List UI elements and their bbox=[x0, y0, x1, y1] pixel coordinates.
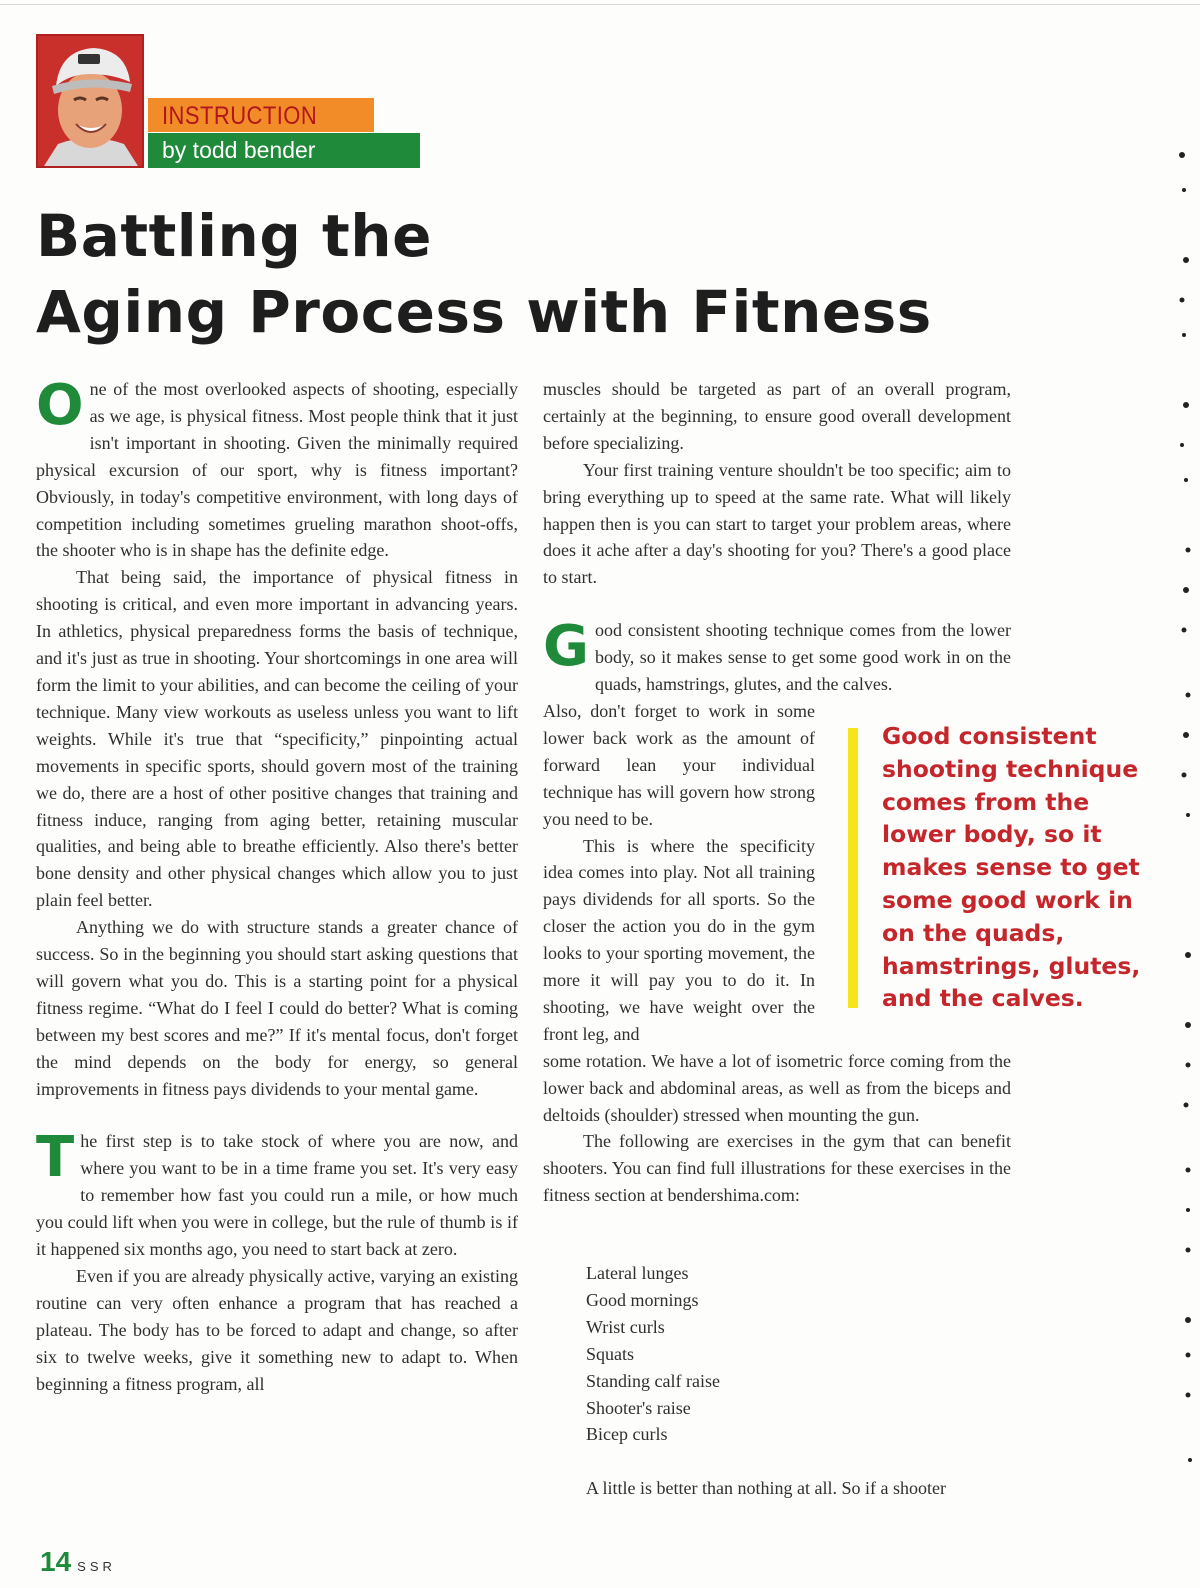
page-number: 14 bbox=[40, 1546, 72, 1577]
binding-edge bbox=[1160, 0, 1200, 1588]
page-top-rule bbox=[0, 4, 1200, 5]
list-item: Good mornings bbox=[586, 1289, 699, 1310]
list-item: Squats bbox=[586, 1343, 635, 1364]
paragraph-text: ne of the most overlooked aspects of shooting, especially as we age, is physical fitness. Most people think that it just isn't important in shooting. Given the minimally required physical excursion of our sport, why is fitness important? Obviously, in today's competitive environment, with long days of competition including sometimes grueling marathon shoot-offs, the shooter who is in shape has the definite edge. bbox=[36, 379, 518, 561]
paragraph bbox=[36, 1125, 518, 1263]
column-1 bbox=[36, 373, 518, 1398]
list-item: Lateral lunges bbox=[586, 1263, 689, 1283]
drop-cap: G bbox=[543, 614, 589, 680]
paragraph bbox=[36, 373, 518, 564]
drop-cap: O bbox=[36, 373, 84, 438]
byline: by todd bender bbox=[162, 137, 316, 163]
title-line-2: Aging Process with Fitness bbox=[36, 278, 932, 346]
paragraph: The following are exercises in the gym that can benefit shooters. You can find full illustrations for these exercises in the fitness section at bendershima.com: bbox=[543, 1131, 1011, 1206]
list-item: Standing calf raise bbox=[586, 1370, 720, 1391]
page-footer bbox=[40, 1546, 116, 1578]
paragraph: some rotation. We have a lot of isometric force coming from the lower back and abdominal areas, as well as from the biceps and deltoids (shoulder) stressed when mounting the gun. bbox=[543, 1050, 1011, 1125]
pullquote-bar bbox=[848, 728, 858, 1008]
closing-line: A little is better than nothing at all. So if a shooter bbox=[586, 1478, 946, 1498]
section-label: INSTRUCTION bbox=[162, 102, 318, 130]
paragraph bbox=[543, 614, 1011, 698]
magazine-name: SSR bbox=[77, 1559, 116, 1574]
byline-banner bbox=[148, 133, 420, 168]
paragraph: That being said, the importance of physical fitness in shooting is critical, and even more important in advancing years. In athletics, physical preparedness forms the basis of technique, and it's just as true in shooting. Your shortcomings in one area will form the limit to your abilities, and can become the ceiling of your technique. Many view workouts as useless unless you want to lift weights. While it's true that “specificity,” pinpointing actual movements in specific sports, should govern most of the training we do, there are a host of other positive changes that training and fitness induce, ranging from aging better, retaining muscular qualities, and being able to breathe efficiently. Also there's better bone density and other physical changes which allow you to just plain feel better. bbox=[36, 567, 518, 911]
paragraph: Your first training venture shouldn't be too specific; aim to bring everything up to speed at the same rate. What will likely happen then is you can start to target your problem areas, where does it ache after a day's shooting for you? There's a good place to start. bbox=[543, 459, 1011, 588]
list-item: Bicep curls bbox=[586, 1424, 668, 1445]
pullquote: Good consistent shooting technique comes from the lower body, so it makes sense to get some good work in on the quads, hamstrings, glutes, and the calves. bbox=[882, 722, 1141, 1013]
drop-cap: T bbox=[36, 1125, 75, 1191]
paragraph: This is where the specificity idea comes into play. Not all training pays dividends for all sports. So the closer the action you do in the gym looks to your sporting movement, the more it will pay you to do it. In shooting, we have weight over the front leg, and bbox=[543, 835, 815, 1044]
paragraph-text: ood consistent shooting technique comes from the lower body, so it makes sense to get some good work in on the quads, hamstrings, glutes, and the calves. bbox=[594, 620, 1011, 695]
list-item: Shooter's raise bbox=[586, 1397, 691, 1418]
paragraph-text: he first step is to take stock of where you are now, and where you want to be in a time frame you set. It's very easy to remember how fast you could run a mile, or how much you could lift when you were in college, but the rule of thumb is if it happened six months ago, you need to start back at zero. bbox=[36, 1131, 518, 1260]
paragraph: Even if you are already physically active, varying an existing routine can very often enhance a program that has reached a plateau. The body has to be forced to adapt and change, so after six to twelve weeks, give it something new to adapt to. When beginning a fitness program, all bbox=[36, 1266, 518, 1394]
section-banner bbox=[148, 98, 374, 132]
exercise-list bbox=[586, 1260, 720, 1448]
paragraph: muscles should be targeted as part of an overall program, certainly at the beginning, to ensure good overall development before specializing. bbox=[543, 379, 1011, 453]
paragraph: Anything we do with structure stands a greater chance of success. So in the beginning you should start asking questions that will govern what you do. This is a starting point for a physical fitness regime. “What do I feel I could do better? What is coming between my best scores and me?” If it's mental focus, don't forget the mind depends on the body for energy, so general improvements in fitness pays dividends to your mental game. bbox=[36, 917, 518, 1099]
author-photo bbox=[36, 34, 144, 168]
paragraph: Also, don't forget to work in some lower back work as the amount of forward lean your individual technique has will govern how strong you need to be. bbox=[543, 700, 815, 829]
title-line-1: Battling the bbox=[36, 202, 432, 270]
article-title bbox=[36, 198, 1036, 350]
list-item: Wrist curls bbox=[586, 1316, 665, 1337]
